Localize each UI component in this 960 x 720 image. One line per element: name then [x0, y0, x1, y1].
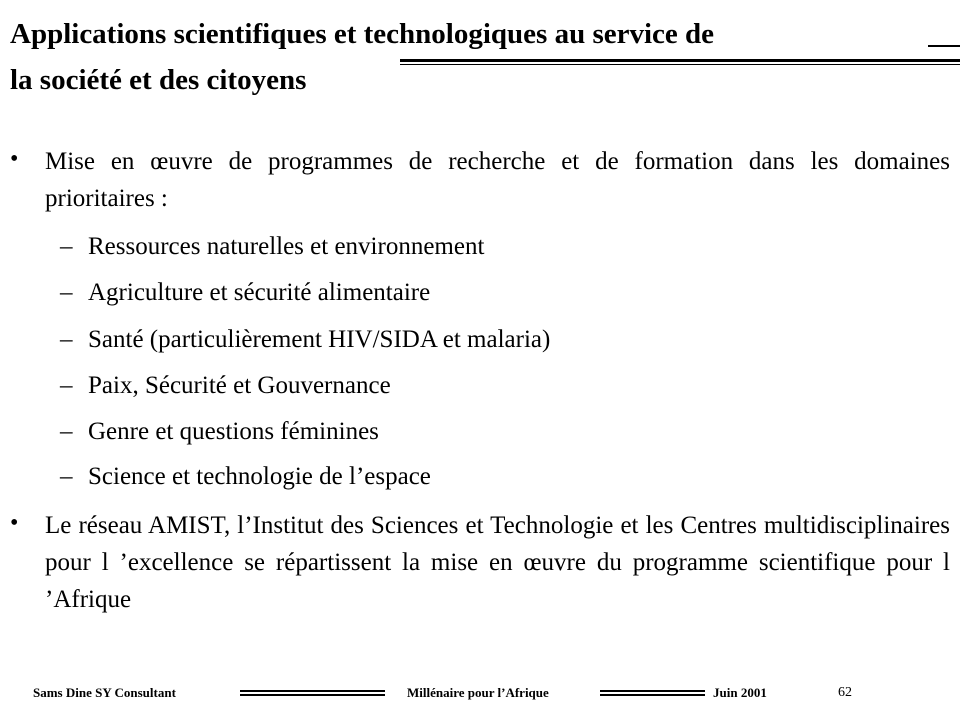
footer-bar-left [240, 690, 385, 698]
footer-bar-right [600, 690, 705, 698]
sub-item [60, 462, 431, 492]
sub-item-text: Paix, Sécurité et Gouvernance [88, 372, 391, 399]
bullet-text: Mise en œuvre de programmes de recherche et de formation dans les domaines prioritaires : [45, 148, 950, 212]
sub-item [60, 278, 430, 308]
sub-item-text: Ressources naturelles et environnement [88, 233, 485, 260]
bullet-marker: • [10, 146, 19, 172]
sub-item-dash: – [60, 326, 73, 353]
sub-item-dash: – [60, 233, 73, 260]
sub-item-text: Santé (particulièrement HIV/SIDA et malaria) [88, 326, 551, 353]
sub-item [60, 325, 550, 355]
sub-item-dash: – [60, 418, 73, 445]
sub-item [60, 417, 379, 447]
slide-title-line-2: la société et des citoyens [10, 64, 307, 96]
footer-date: Juin 2001 [713, 685, 767, 700]
footer-center-text: Millénaire pour l’Afrique [407, 685, 549, 700]
sub-item-text: Agriculture et sécurité alimentaire [88, 279, 431, 306]
sub-item-dash: – [60, 372, 73, 399]
sub-item-text: Genre et questions féminines [88, 418, 379, 445]
slide-title-line-1: Applications scientifiques et technologiques au service de [10, 18, 715, 50]
sub-item-text: Science et technologie de l’espace [88, 463, 431, 490]
bullet-text: Le réseau AMIST, l’Institut des Sciences et Technologie et les Centres multidisciplinaires pour l ’excellence se répartissent la mise en œuvre du programme scientifique pour l ’Afrique [45, 512, 950, 613]
sub-item [60, 371, 391, 401]
page-number: 62 [838, 685, 852, 700]
sub-item [60, 232, 484, 262]
sub-item-dash: – [60, 279, 73, 306]
sub-item-dash: – [60, 463, 73, 490]
footer-author: Sams Dine SY Consultant [33, 685, 176, 700]
bullet-marker: • [10, 510, 19, 536]
